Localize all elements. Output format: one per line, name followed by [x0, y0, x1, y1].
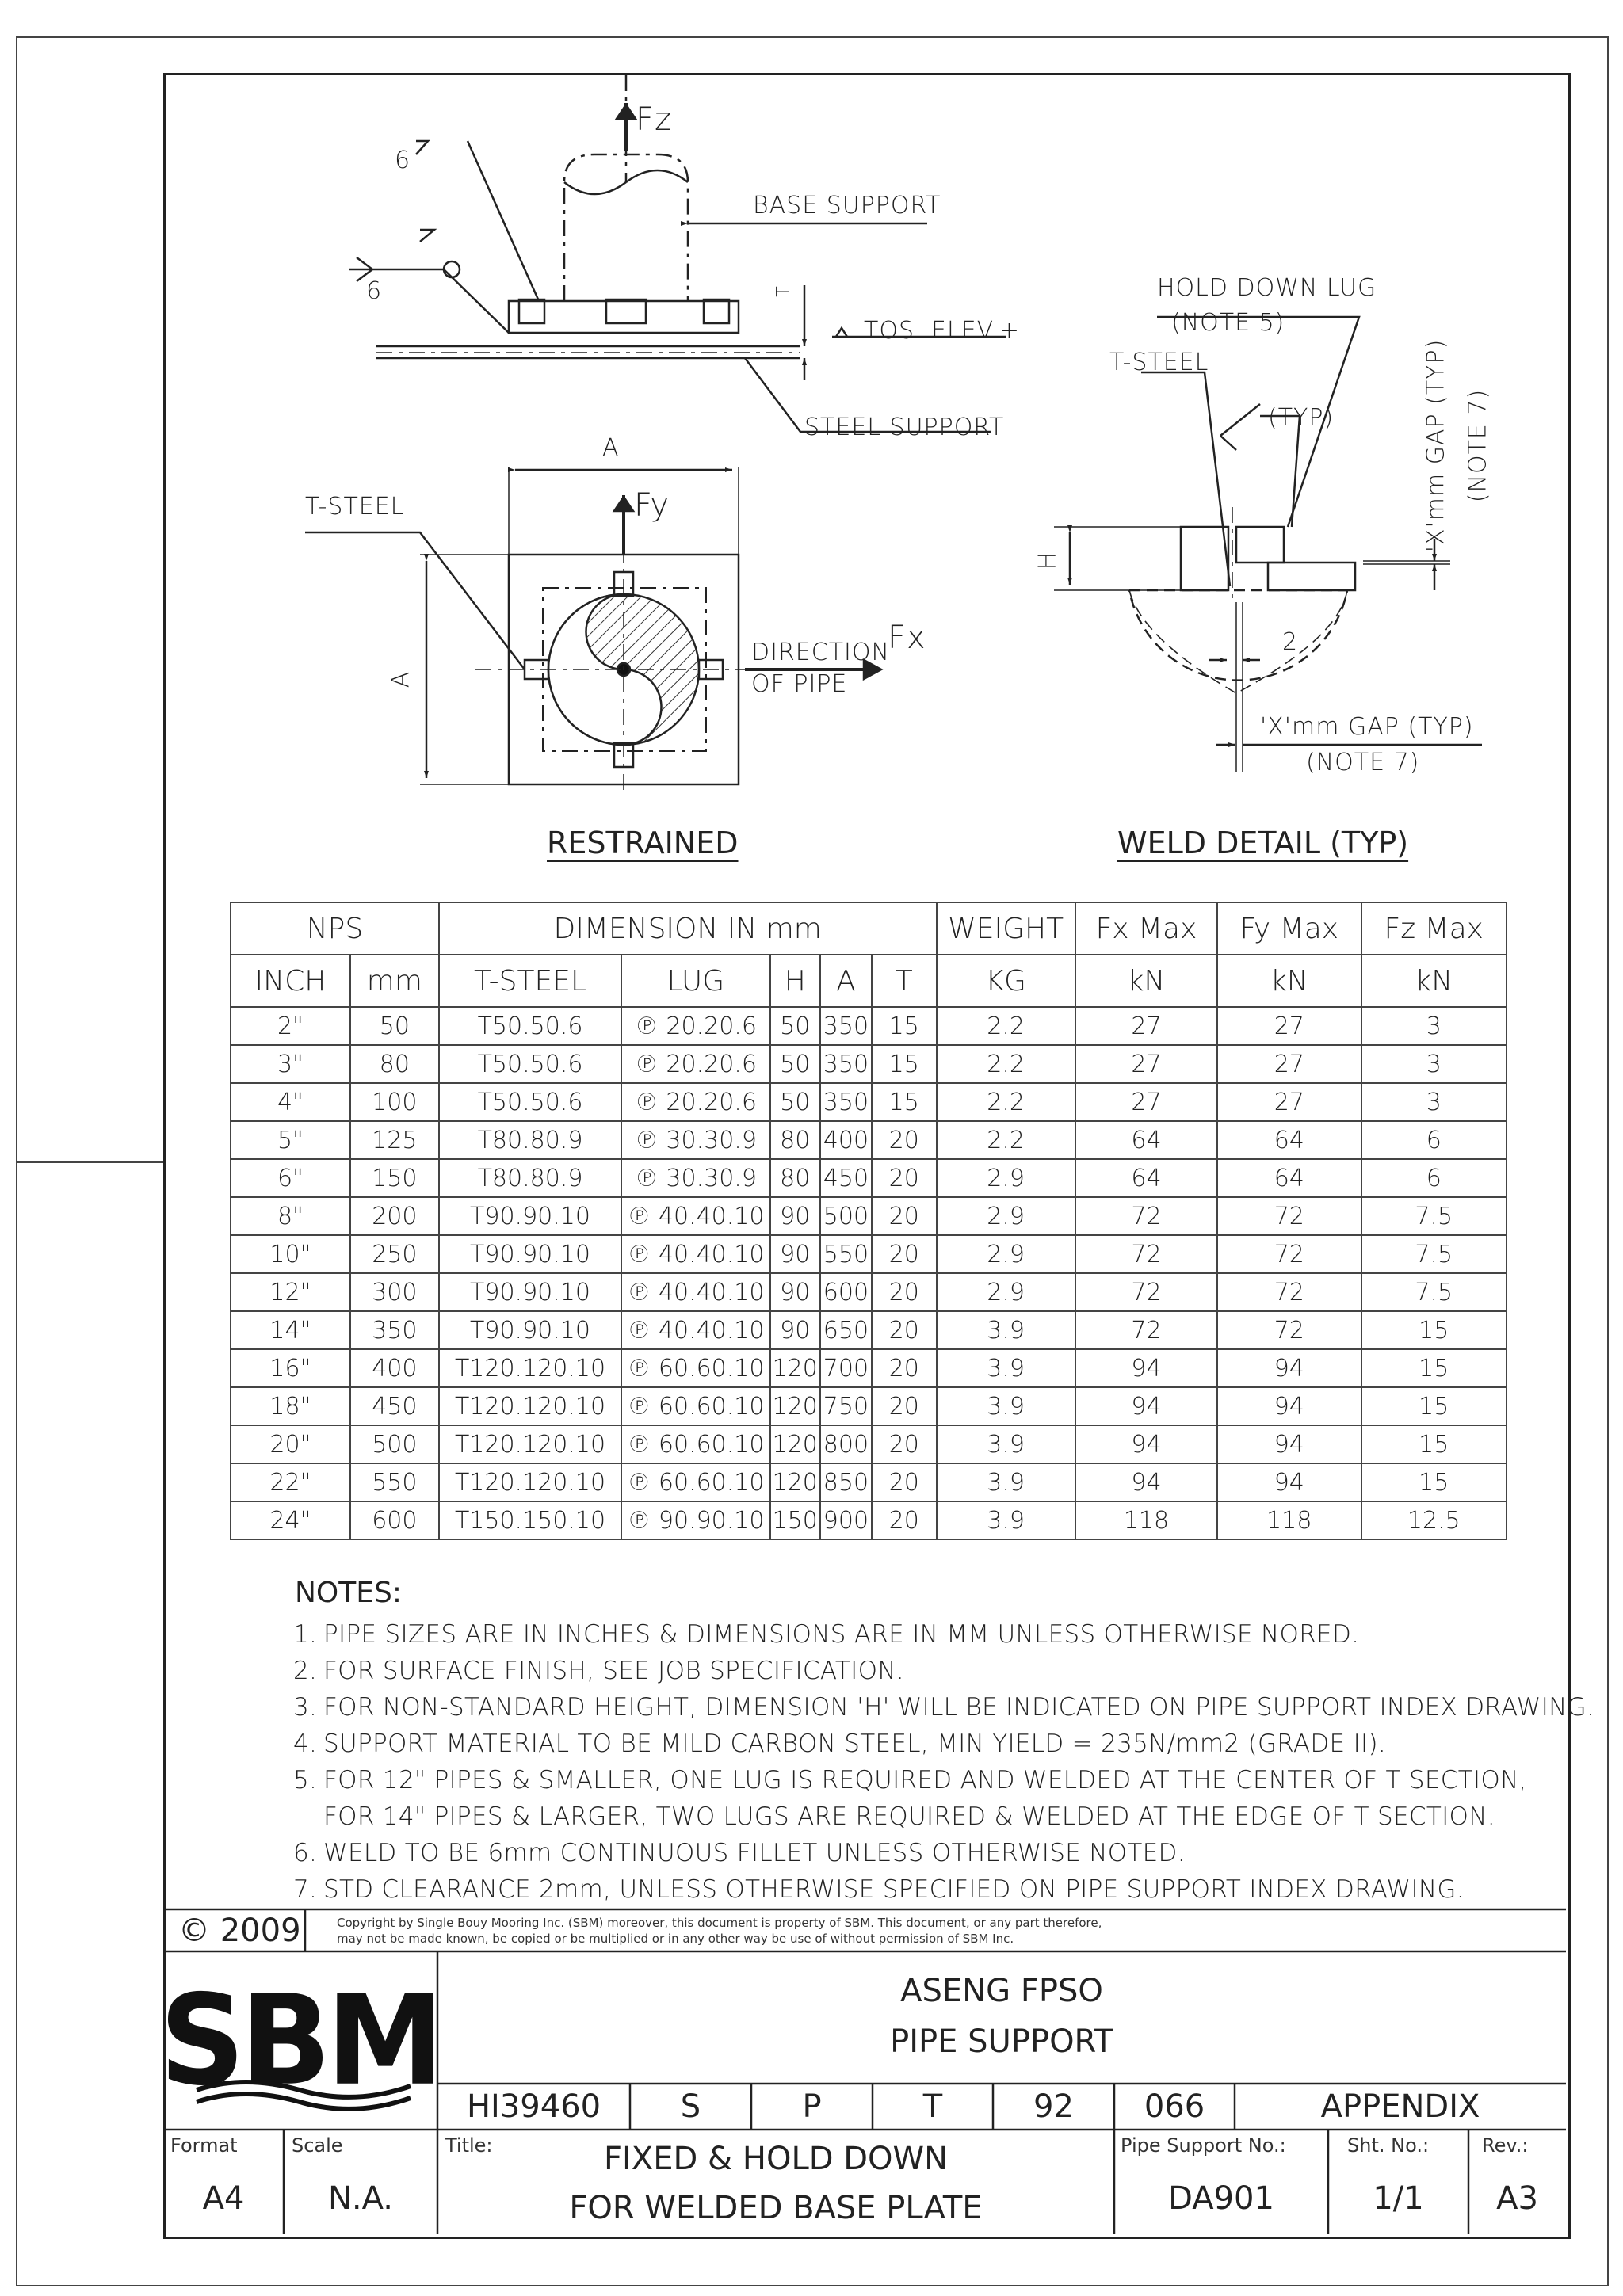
table-cell: 90: [770, 1197, 820, 1235]
note-7-label: (NOTE 7): [1464, 388, 1492, 503]
table-cell: ℗ 40.40.10: [621, 1235, 769, 1273]
t-steel-label: T-STEEL: [305, 493, 405, 521]
table-cell: 94: [1075, 1387, 1217, 1425]
copyright-text: Copyright by Single Bouy Mooring Inc. (SBM) moreover, this document is property of SBM. This document, or any part therefore,: [337, 1916, 1102, 1930]
table-cell: 6: [1361, 1159, 1507, 1197]
table-cell: 2.9: [937, 1273, 1075, 1311]
table-cell: 18": [231, 1387, 350, 1425]
steel-support-label: STEEL SUPPORT: [804, 414, 1005, 441]
title-label: Title:: [445, 2134, 493, 2157]
fy-label: Fy: [634, 487, 670, 524]
table-cell: 90: [770, 1273, 820, 1311]
table-cell: 118: [1217, 1501, 1361, 1539]
table-cell: 20: [872, 1273, 937, 1311]
code-cell: S: [680, 2088, 701, 2125]
sub-header: INCH: [231, 955, 350, 1007]
sub-header: kN: [1361, 955, 1507, 1007]
table-cell: 550: [820, 1235, 872, 1273]
table-cell: 2.2: [937, 1007, 1075, 1045]
table-cell: 200: [350, 1197, 439, 1235]
table-cell: 400: [820, 1121, 872, 1159]
table-cell: 100: [350, 1083, 439, 1121]
dimension-a-label: A: [602, 434, 620, 462]
sub-header: T: [872, 955, 937, 1007]
table-cell: 150: [350, 1159, 439, 1197]
table-cell: 12": [231, 1273, 350, 1311]
note-number: 5.: [293, 1766, 318, 1794]
copyright-text: may not be made known, be copied or be multiplied or in any other way be use of without permission of SBM Inc.: [337, 1932, 1014, 1946]
table-cell: 50: [770, 1045, 820, 1083]
table-cell: ℗ 40.40.10: [621, 1197, 769, 1235]
table-cell: 400: [350, 1349, 439, 1387]
table-cell: 24": [231, 1501, 350, 1539]
table-cell: 450: [820, 1159, 872, 1197]
table-cell: 94: [1075, 1463, 1217, 1501]
table-cell: 20: [872, 1349, 937, 1387]
sub-header: mm: [350, 955, 439, 1007]
table-cell: 27: [1217, 1007, 1361, 1045]
table-cell: 3.9: [937, 1349, 1075, 1387]
table-cell: 4": [231, 1083, 350, 1121]
table-cell: 12.5: [1361, 1501, 1507, 1539]
table-cell: ℗ 20.20.6: [621, 1007, 769, 1045]
code-cell: HI39460: [466, 2088, 601, 2125]
note-text: PIPE SIZES ARE IN INCHES & DIMENSIONS ARE IN MM UNLESS OTHERWISE NORED.: [323, 1620, 1360, 1649]
table-cell: 72: [1075, 1235, 1217, 1273]
table-cell: 22": [231, 1463, 350, 1501]
table-cell: 15: [1361, 1463, 1507, 1501]
table-cell: 27: [1075, 1083, 1217, 1121]
table-cell: T120.120.10: [439, 1425, 621, 1463]
h-dimension-label: H: [1033, 551, 1062, 570]
scale-value: N.A.: [327, 2180, 393, 2217]
table-cell: 27: [1075, 1007, 1217, 1045]
table-cell: 2.9: [937, 1235, 1075, 1273]
sub-header: KG: [937, 955, 1075, 1007]
group-header: NPS: [231, 902, 439, 955]
table-cell: 50: [770, 1083, 820, 1121]
sub-header: LUG: [621, 955, 769, 1007]
table-cell: 250: [350, 1235, 439, 1273]
support-number-value: DA901: [1168, 2180, 1274, 2217]
table-cell: 7.5: [1361, 1197, 1507, 1235]
restrained-caption: RESTRAINED: [547, 826, 739, 860]
gap-label: 'X'mm GAP (TYP): [1260, 713, 1474, 741]
table-cell: ℗ 60.60.10: [621, 1425, 769, 1463]
table-cell: 120: [770, 1387, 820, 1425]
code-cell: 92: [1033, 2088, 1074, 2125]
table-cell: ℗ 20.20.6: [621, 1083, 769, 1121]
code-cell: 066: [1144, 2088, 1205, 2125]
note-number: 6.: [293, 1839, 318, 1867]
table-cell: 72: [1075, 1311, 1217, 1349]
table-cell: T50.50.6: [439, 1083, 621, 1121]
base-support-label: BASE SUPPORT: [753, 192, 941, 219]
note-text: SUPPORT MATERIAL TO BE MILD CARBON STEEL, MIN YIELD = 235N/mm2 (GRADE II).: [323, 1730, 1387, 1758]
table-cell: 2": [231, 1007, 350, 1045]
fz-label: Fz: [636, 101, 673, 138]
group-header: WEIGHT: [937, 902, 1075, 955]
table-cell: T50.50.6: [439, 1045, 621, 1083]
table-cell: 72: [1217, 1235, 1361, 1273]
note-number: 3.: [293, 1693, 318, 1722]
project-subtitle: PIPE SUPPORT: [890, 2023, 1113, 2060]
table-cell: 90: [770, 1235, 820, 1273]
note-number: 1.: [293, 1620, 318, 1649]
table-cell: ℗ 40.40.10: [621, 1311, 769, 1349]
table-cell: 94: [1217, 1425, 1361, 1463]
t-dimension-label: T: [773, 285, 794, 297]
table-cell: 50: [770, 1007, 820, 1045]
tos-elevation-label: TOS. ELEV.+: [864, 317, 1021, 345]
table-cell: T90.90.10: [439, 1311, 621, 1349]
sub-header: T-STEEL: [439, 955, 621, 1007]
table-cell: 2.9: [937, 1197, 1075, 1235]
table-cell: 118: [1075, 1501, 1217, 1539]
table-cell: 750: [820, 1387, 872, 1425]
table-cell: T90.90.10: [439, 1273, 621, 1311]
table-cell: 15: [1361, 1425, 1507, 1463]
table-cell: 64: [1217, 1121, 1361, 1159]
table-cell: 20: [872, 1387, 937, 1425]
table-cell: 350: [820, 1083, 872, 1121]
table-cell: T50.50.6: [439, 1007, 621, 1045]
note-text: STD CLEARANCE 2mm, UNLESS OTHERWISE SPECIFIED ON PIPE SUPPORT INDEX DRAWING.: [323, 1875, 1465, 1904]
table-cell: T120.120.10: [439, 1387, 621, 1425]
format-label: Format: [170, 2134, 238, 2157]
sub-header: kN: [1075, 955, 1217, 1007]
table-cell: 94: [1217, 1463, 1361, 1501]
table-cell: ℗ 30.30.9: [621, 1121, 769, 1159]
table-cell: 120: [770, 1425, 820, 1463]
table-cell: 20: [872, 1463, 937, 1501]
table-cell: ℗ 60.60.10: [621, 1387, 769, 1425]
table-cell: 2.2: [937, 1045, 1075, 1083]
table-cell: T90.90.10: [439, 1197, 621, 1235]
table-cell: 350: [820, 1007, 872, 1045]
table-cell: 120: [770, 1349, 820, 1387]
direction-of-pipe-label: OF PIPE: [751, 670, 848, 698]
table-cell: 7.5: [1361, 1273, 1507, 1311]
table-cell: 72: [1075, 1197, 1217, 1235]
notes-title: NOTES:: [295, 1577, 402, 1609]
sub-header: kN: [1217, 955, 1361, 1007]
table-cell: 10": [231, 1235, 350, 1273]
table-cell: 80: [770, 1121, 820, 1159]
table-cell: 16": [231, 1349, 350, 1387]
table-cell: 150: [770, 1501, 820, 1539]
code-cell: P: [802, 2088, 822, 2125]
table-cell: 700: [820, 1349, 872, 1387]
group-header: Fx Max: [1075, 902, 1217, 955]
sub-header: A: [820, 955, 872, 1007]
table-cell: 15: [872, 1045, 937, 1083]
table-cell: 5": [231, 1121, 350, 1159]
table-cell: 125: [350, 1121, 439, 1159]
copyright-year: © 2009: [178, 1913, 301, 1949]
table-cell: 72: [1217, 1197, 1361, 1235]
table-cell: T150.150.10: [439, 1501, 621, 1539]
table-cell: 94: [1217, 1349, 1361, 1387]
table-cell: ℗ 40.40.10: [621, 1273, 769, 1311]
table-cell: 3: [1361, 1007, 1507, 1045]
table-cell: 94: [1075, 1349, 1217, 1387]
table-cell: 20: [872, 1121, 937, 1159]
table-cell: 8": [231, 1197, 350, 1235]
table-cell: 3.9: [937, 1311, 1075, 1349]
table-cell: 14": [231, 1311, 350, 1349]
support-number-label: Pipe Support No.:: [1121, 2134, 1286, 2157]
note-number: 4.: [293, 1730, 318, 1758]
typ-label: (TYP): [1268, 404, 1335, 432]
group-header: Fy Max: [1217, 902, 1361, 955]
table-cell: 20: [872, 1159, 937, 1197]
table-cell: 2.2: [937, 1083, 1075, 1121]
table-cell: 27: [1075, 1045, 1217, 1083]
table-cell: 64: [1075, 1121, 1217, 1159]
table-cell: 650: [820, 1311, 872, 1349]
code-cell: T: [922, 2088, 943, 2125]
table-cell: 3.9: [937, 1425, 1075, 1463]
table-cell: 72: [1075, 1273, 1217, 1311]
table-cell: 80: [350, 1045, 439, 1083]
sub-header: H: [770, 955, 820, 1007]
table-cell: 900: [820, 1501, 872, 1539]
table-cell: 72: [1217, 1311, 1361, 1349]
table-cell: 350: [350, 1311, 439, 1349]
table-cell: 500: [350, 1425, 439, 1463]
code-cell: APPENDIX: [1320, 2088, 1480, 2125]
table-cell: 64: [1075, 1159, 1217, 1197]
table-cell: 15: [1361, 1311, 1507, 1349]
note-number: 7.: [293, 1875, 318, 1904]
table-cell: 6": [231, 1159, 350, 1197]
direction-of-pipe-label: DIRECTION: [751, 639, 890, 666]
table-cell: 450: [350, 1387, 439, 1425]
note-7-label: (NOTE 7): [1306, 749, 1420, 776]
table-cell: 3.9: [937, 1501, 1075, 1539]
note-text: FOR 12" PIPES & SMALLER, ONE LUG IS REQUIRED AND WELDED AT THE CENTER OF T SECTION,: [323, 1766, 1527, 1794]
table-cell: 3.9: [937, 1387, 1075, 1425]
table-cell: 300: [350, 1273, 439, 1311]
table-cell: 350: [820, 1045, 872, 1083]
table-cell: 600: [350, 1501, 439, 1539]
note-number: 2.: [293, 1657, 318, 1685]
table-cell: 15: [1361, 1387, 1507, 1425]
note-text: WELD TO BE 6mm CONTINUOUS FILLET UNLESS OTHERWISE NOTED.: [323, 1839, 1186, 1867]
table-cell: 3": [231, 1045, 350, 1083]
table-cell: 90: [770, 1311, 820, 1349]
table-cell: 550: [350, 1463, 439, 1501]
project-name: ASENG FPSO: [900, 1973, 1103, 2009]
fx-label: Fx: [888, 620, 926, 656]
table-cell: 64: [1217, 1159, 1361, 1197]
table-cell: 2.2: [937, 1121, 1075, 1159]
table-cell: 94: [1217, 1387, 1361, 1425]
table-cell: T80.80.9: [439, 1159, 621, 1197]
note-5-label: (NOTE 5): [1171, 309, 1285, 337]
table-cell: 850: [820, 1463, 872, 1501]
table-cell: 600: [820, 1273, 872, 1311]
group-header: DIMENSION IN mm: [439, 902, 937, 955]
table-cell: 80: [770, 1159, 820, 1197]
revision-value: A3: [1496, 2180, 1538, 2217]
table-cell: 20: [872, 1311, 937, 1349]
drawing-title: FOR WELDED BASE PLATE: [569, 2190, 983, 2226]
weld-size-label: 6: [366, 277, 383, 305]
table-cell: ℗ 30.30.9: [621, 1159, 769, 1197]
format-value: A4: [202, 2180, 245, 2217]
note-text: FOR SURFACE FINISH, SEE JOB SPECIFICATION.: [323, 1657, 904, 1685]
table-cell: 500: [820, 1197, 872, 1235]
table-cell: T80.80.9: [439, 1121, 621, 1159]
t-steel-label: T-STEEL: [1109, 349, 1209, 376]
revision-label: Rev.:: [1482, 2134, 1529, 2157]
table-cell: 2.9: [937, 1159, 1075, 1197]
note-text: FOR 14" PIPES & LARGER, TWO LUGS ARE REQUIRED & WELDED AT THE EDGE OF T SECTION.: [323, 1802, 1495, 1831]
table-cell: 120: [770, 1463, 820, 1501]
sheet-value: 1/1: [1373, 2180, 1424, 2217]
table-cell: 7.5: [1361, 1235, 1507, 1273]
sbm-logo-text: SBM: [159, 1968, 440, 2114]
weld-detail-caption: WELD DETAIL (TYP): [1117, 826, 1409, 860]
table-cell: ℗ 90.90.10: [621, 1501, 769, 1539]
scale-label: Scale: [292, 2134, 343, 2157]
drawing-title: FIXED & HOLD DOWN: [603, 2141, 949, 2177]
table-cell: 72: [1217, 1273, 1361, 1311]
table-cell: 50: [350, 1007, 439, 1045]
table-cell: T120.120.10: [439, 1349, 621, 1387]
table-cell: ℗ 20.20.6: [621, 1045, 769, 1083]
table-cell: T90.90.10: [439, 1235, 621, 1273]
table-cell: ℗ 60.60.10: [621, 1349, 769, 1387]
table-cell: 20: [872, 1425, 937, 1463]
table-cell: 20: [872, 1197, 937, 1235]
hold-down-lug-label: HOLD DOWN LUG: [1157, 274, 1377, 302]
table-cell: 20: [872, 1501, 937, 1539]
table-cell: 27: [1217, 1083, 1361, 1121]
group-header: Fz Max: [1361, 902, 1507, 955]
table-cell: 15: [872, 1007, 937, 1045]
table-cell: 3: [1361, 1083, 1507, 1121]
table-cell: T120.120.10: [439, 1463, 621, 1501]
weld-size-label: 6: [395, 147, 411, 174]
table-cell: 6: [1361, 1121, 1507, 1159]
table-cell: 20": [231, 1425, 350, 1463]
table-cell: 3.9: [937, 1463, 1075, 1501]
table-cell: 20: [872, 1235, 937, 1273]
gap-label: 'X'mm GAP (TYP): [1422, 338, 1450, 553]
clearance-2-label: 2: [1282, 628, 1299, 656]
table-cell: 27: [1217, 1045, 1361, 1083]
sheet-label: Sht. No.:: [1347, 2134, 1430, 2157]
table-cell: 3: [1361, 1045, 1507, 1083]
table-cell: 15: [1361, 1349, 1507, 1387]
table-cell: 94: [1075, 1425, 1217, 1463]
sbm-logo: [159, 1968, 440, 2114]
table-cell: 15: [872, 1083, 937, 1121]
table-cell: 800: [820, 1425, 872, 1463]
note-text: FOR NON-STANDARD HEIGHT, DIMENSION 'H' WILL BE INDICATED ON PIPE SUPPORT INDEX DRAWING.: [323, 1693, 1595, 1722]
dimension-a-label: A: [387, 670, 415, 688]
table-cell: ℗ 60.60.10: [621, 1463, 769, 1501]
